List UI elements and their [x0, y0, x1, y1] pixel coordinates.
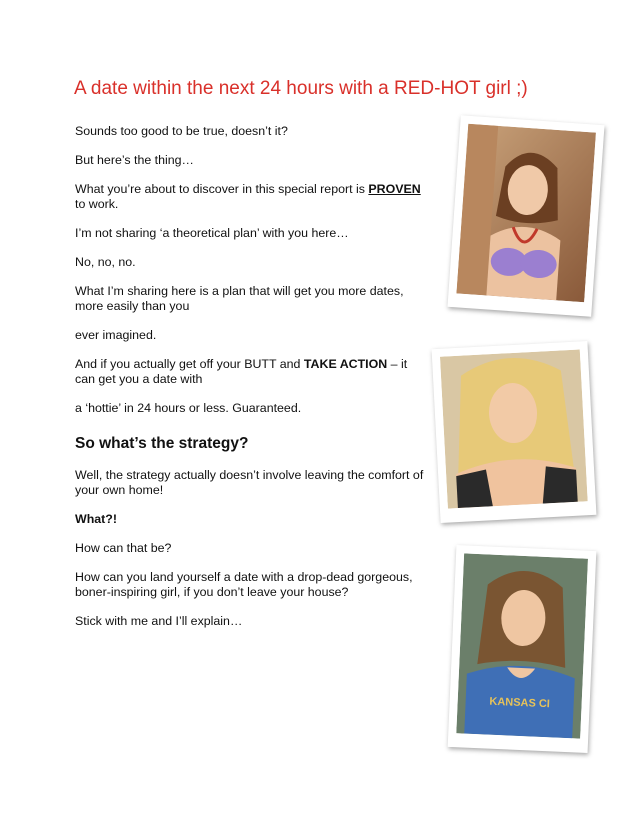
- report-body: [75, 124, 430, 643]
- paragraph: How can that be?: [75, 541, 172, 555]
- photo-2: [432, 341, 597, 523]
- paragraph: But here’s the thing…: [75, 153, 194, 167]
- shirt-text: KANSAS CI: [489, 695, 551, 711]
- paragraph: No, no, no.: [75, 255, 136, 269]
- photo-3: [448, 545, 597, 753]
- portrait-image: [440, 349, 588, 508]
- portrait-image: [456, 553, 588, 738]
- paragraph: [75, 512, 430, 527]
- paragraph: What I’m sharing here is a plan that will get you more dates, more easily than you: [75, 284, 404, 313]
- photo-1: [447, 115, 604, 317]
- paragraph-text: – it can get you a date with: [75, 357, 408, 386]
- portrait-image: [456, 124, 596, 303]
- paragraph: Sounds too good to be true, doesn’t it?: [75, 124, 288, 138]
- emphasis-take-action: TAKE ACTION: [303, 357, 388, 371]
- section-subheading: So what’s the strategy?: [75, 435, 249, 452]
- paragraph: Well, the strategy actually doesn’t involve leaving the comfort of your own home!: [75, 468, 424, 497]
- emphasis-proven: PROVEN: [368, 182, 421, 196]
- paragraph: Stick with me and I’ll explain…: [75, 614, 243, 628]
- emphasis-what: What?!: [75, 512, 117, 526]
- paragraph: [75, 357, 430, 387]
- paragraph-text: What you’re about to discover in this special report is: [75, 182, 369, 196]
- paragraph-text: And if you actually get off your BUTT and: [75, 357, 304, 371]
- paragraph: How can you land yourself a date with a drop-dead gorgeous, boner-inspiring girl, if you don’t leave your house?: [75, 570, 413, 599]
- paragraph: [75, 182, 430, 212]
- paragraph: ever imagined.: [75, 328, 157, 342]
- paragraph-text: to work.: [75, 197, 119, 211]
- paragraph: I’m not sharing ‘a theoretical plan’ with you here…: [75, 226, 349, 240]
- page-title: A date within the next 24 hours with a RED-HOT girl ;): [74, 78, 528, 99]
- paragraph: a ‘hottie’ in 24 hours or less. Guaranteed.: [75, 401, 302, 415]
